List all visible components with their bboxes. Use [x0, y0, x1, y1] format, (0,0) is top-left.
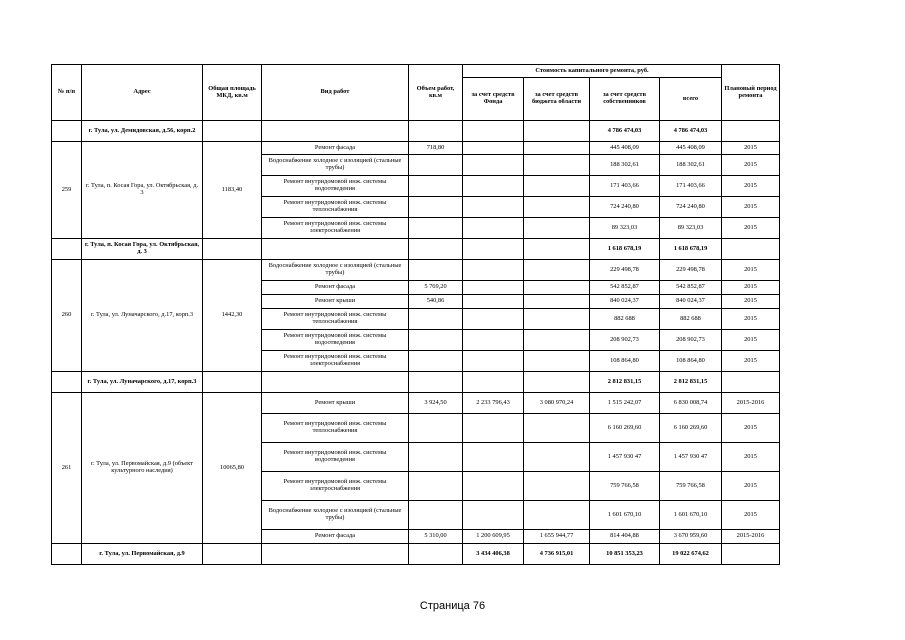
own-cell: 108 864,80 — [590, 351, 660, 372]
header-total: всего — [660, 78, 722, 121]
subtotal-own: 1 618 678,19 — [590, 239, 660, 260]
own-cell: 445 408,09 — [590, 142, 660, 155]
subtotal-address: г. Тула, п. Косая Гора, ул. Октябрьская, д. 3 — [82, 239, 203, 260]
own-cell: 229 498,78 — [590, 260, 660, 281]
budget-cell — [524, 330, 590, 351]
work-type-cell: Ремонт внутридомовой инж. системы водоотведения — [262, 443, 409, 472]
budget-cell — [524, 295, 590, 309]
fund-cell: 2 233 796,43 — [463, 393, 524, 414]
budget-cell — [524, 142, 590, 155]
volume-cell — [409, 260, 463, 281]
subtotal-fund — [463, 121, 524, 142]
fund-cell — [463, 295, 524, 309]
work-type-cell: Ремонт внутридомовой инж. системы теплоснабжения — [262, 197, 409, 218]
cell-empty — [409, 239, 463, 260]
volume-cell — [409, 351, 463, 372]
total-cell: 1 457 930 47 — [660, 443, 722, 472]
period-cell: 2015 — [722, 501, 780, 530]
subtotal-budget: 4 736 915,01 — [524, 544, 590, 565]
volume-cell — [409, 501, 463, 530]
budget-cell — [524, 443, 590, 472]
period-cell: 2015 — [722, 281, 780, 295]
total-cell: 171 403,66 — [660, 176, 722, 197]
table-row — [52, 260, 780, 281]
header-fund: за счет средств Фонда — [463, 78, 524, 121]
period-cell: 2015 — [722, 260, 780, 281]
work-type-cell: Ремонт внутридомовой инж. системы теплоснабжения — [262, 309, 409, 330]
subtotal-fund — [463, 372, 524, 393]
budget-cell — [524, 351, 590, 372]
fund-cell — [463, 260, 524, 281]
subtotal-fund: 3 434 406,38 — [463, 544, 524, 565]
fund-cell — [463, 155, 524, 176]
own-cell: 759 766,58 — [590, 472, 660, 501]
work-type-cell: Ремонт крыши — [262, 295, 409, 309]
work-type-cell: Ремонт фасада — [262, 281, 409, 295]
fund-cell — [463, 176, 524, 197]
address-cell: г. Тула, п. Косая Гора, ул. Октябрьская, д. 3 — [82, 142, 203, 239]
budget-cell: 1 655 944,77 — [524, 530, 590, 544]
cell-empty — [203, 121, 262, 142]
total-cell: 6 160 269,60 — [660, 414, 722, 443]
volume-cell — [409, 176, 463, 197]
header-work-type: Вид работ — [262, 65, 409, 121]
subtotal-budget — [524, 121, 590, 142]
cell-empty — [262, 544, 409, 565]
volume-cell: 540,86 — [409, 295, 463, 309]
work-type-cell: Ремонт крыши — [262, 393, 409, 414]
header-period: Плановый период ремонта — [722, 65, 780, 121]
subtotal-address: г. Тула, ул. Демидовская, д.56, корп.2 — [82, 121, 203, 142]
own-cell: 89 323,03 — [590, 218, 660, 239]
total-cell: 882 688 — [660, 309, 722, 330]
fund-cell — [463, 197, 524, 218]
work-type-cell: Ремонт внутридомовой инж. системы электроснабжения — [262, 472, 409, 501]
budget-cell — [524, 281, 590, 295]
table-row — [52, 142, 780, 155]
cell-empty — [52, 544, 82, 565]
period-cell: 2015 — [722, 443, 780, 472]
subtotal-own: 4 786 474,03 — [590, 121, 660, 142]
volume-cell: 3 924,50 — [409, 393, 463, 414]
total-cell: 445 408,09 — [660, 142, 722, 155]
cell-empty — [203, 544, 262, 565]
subtotal-total: 1 618 678,19 — [660, 239, 722, 260]
volume-cell — [409, 330, 463, 351]
cell-empty — [262, 239, 409, 260]
own-cell: 814 404,88 — [590, 530, 660, 544]
period-cell: 2015 — [722, 472, 780, 501]
fund-cell — [463, 443, 524, 472]
subtotal-row — [52, 544, 780, 565]
cell-empty — [52, 121, 82, 142]
fund-cell — [463, 414, 524, 443]
total-cell: 1 601 670,10 — [660, 501, 722, 530]
fund-cell — [463, 501, 524, 530]
total-cell: 188 302,61 — [660, 155, 722, 176]
period-cell: 2015-2016 — [722, 393, 780, 414]
cell-empty — [262, 372, 409, 393]
subtotal-budget — [524, 372, 590, 393]
total-cell: 6 830 008,74 — [660, 393, 722, 414]
budget-cell — [524, 501, 590, 530]
header-area: Общая площадь МКД, кв.м — [203, 65, 262, 121]
work-type-cell: Ремонт фасада — [262, 530, 409, 544]
own-cell: 840 024,37 — [590, 295, 660, 309]
total-cell: 840 024,37 — [660, 295, 722, 309]
area-cell: 1442,30 — [203, 260, 262, 372]
budget-cell — [524, 197, 590, 218]
work-type-cell: Водоснабжение холодное с изоляцией (стальные трубы) — [262, 155, 409, 176]
address-cell: г. Тула, ул. Первомайская, д.9 (объект культурного наследия) — [82, 393, 203, 544]
subtotal-row — [52, 372, 780, 393]
cell-empty — [203, 239, 262, 260]
cell-empty — [262, 121, 409, 142]
cell-empty — [409, 544, 463, 565]
row-number: 259 — [52, 142, 82, 239]
volume-cell — [409, 414, 463, 443]
fund-cell — [463, 142, 524, 155]
subtotal-address: г. Тула, ул. Первомайская, д.9 — [82, 544, 203, 565]
page-number: Страница 76 — [419, 600, 486, 612]
period-cell: 2015 — [722, 197, 780, 218]
header-cost-group: Стоимость капитального ремонта, руб. — [463, 65, 722, 78]
header-num: № п/п — [52, 65, 82, 121]
budget-cell: 3 080 970,24 — [524, 393, 590, 414]
fund-cell: 1 200 609,95 — [463, 530, 524, 544]
cell-empty — [409, 121, 463, 142]
work-type-cell: Ремонт фасада — [262, 142, 409, 155]
cell-empty — [52, 372, 82, 393]
area-cell: 1183,40 — [203, 142, 262, 239]
own-cell: 724 240,80 — [590, 197, 660, 218]
period-cell: 2015 — [722, 295, 780, 309]
cell-empty — [203, 372, 262, 393]
subtotal-total: 4 786 474,03 — [660, 121, 722, 142]
area-cell: 10065,80 — [203, 393, 262, 544]
cell-empty — [722, 121, 780, 142]
cell-empty — [722, 239, 780, 260]
fund-cell — [463, 472, 524, 501]
fund-cell — [463, 330, 524, 351]
address-cell: г. Тула, ул. Луначарского, д.17, корп.3 — [82, 260, 203, 372]
cell-empty — [409, 372, 463, 393]
volume-cell: 5 769,20 — [409, 281, 463, 295]
work-type-cell: Водоснабжение холодное с изоляцией (стальные трубы) — [262, 260, 409, 281]
period-cell: 2015 — [722, 176, 780, 197]
budget-cell — [524, 218, 590, 239]
own-cell: 882 688 — [590, 309, 660, 330]
header-volume: Объем работ, кв.м — [409, 65, 463, 121]
period-cell: 2015 — [722, 414, 780, 443]
own-cell: 6 160 269,60 — [590, 414, 660, 443]
fund-cell — [463, 281, 524, 295]
budget-cell — [524, 309, 590, 330]
volume-cell: 5 310,00 — [409, 530, 463, 544]
subtotal-own: 2 812 831,15 — [590, 372, 660, 393]
budget-cell — [524, 472, 590, 501]
subtotal-total: 19 022 674,62 — [660, 544, 722, 565]
period-cell: 2015 — [722, 142, 780, 155]
table-body — [52, 121, 780, 565]
work-type-cell: Ремонт внутридомовой инж. системы электроснабжения — [262, 351, 409, 372]
total-cell: 208 902,73 — [660, 330, 722, 351]
subtotal-address: г. Тула, ул. Луначарского, д.17, корп.3 — [82, 372, 203, 393]
volume-cell — [409, 218, 463, 239]
volume-cell — [409, 155, 463, 176]
subtotal-total: 2 812 831,15 — [660, 372, 722, 393]
period-cell: 2015 — [722, 218, 780, 239]
fund-cell — [463, 218, 524, 239]
total-cell: 542 852,87 — [660, 281, 722, 295]
repair-schedule-table — [51, 64, 780, 565]
row-number: 260 — [52, 260, 82, 372]
period-cell: 2015 — [722, 351, 780, 372]
budget-cell — [524, 155, 590, 176]
budget-cell — [524, 260, 590, 281]
cell-empty — [52, 239, 82, 260]
work-type-cell: Ремонт внутридомовой инж. системы электроснабжения — [262, 218, 409, 239]
subtotal-row — [52, 121, 780, 142]
work-type-cell: Ремонт внутридомовой инж. системы теплоснабжения — [262, 414, 409, 443]
subtotal-row — [52, 239, 780, 260]
total-cell: 108 864,80 — [660, 351, 722, 372]
volume-cell — [409, 472, 463, 501]
own-cell: 1 601 670,10 — [590, 501, 660, 530]
own-cell: 1 457 930 47 — [590, 443, 660, 472]
volume-cell — [409, 309, 463, 330]
own-cell: 188 302,61 — [590, 155, 660, 176]
total-cell: 759 766,58 — [660, 472, 722, 501]
own-cell: 208 902,73 — [590, 330, 660, 351]
work-type-cell: Ремонт внутридомовой инж. системы водоотведения — [262, 176, 409, 197]
cell-empty — [722, 372, 780, 393]
header-address: Адрес — [82, 65, 203, 121]
header-own: за счет средств собственников — [590, 78, 660, 121]
total-cell: 229 498,78 — [660, 260, 722, 281]
header-budget: за счет средств бюджета области — [524, 78, 590, 121]
total-cell: 3 670 959,60 — [660, 530, 722, 544]
subtotal-own: 10 851 353,23 — [590, 544, 660, 565]
own-cell: 1 515 242,07 — [590, 393, 660, 414]
own-cell: 542 852,87 — [590, 281, 660, 295]
subtotal-budget — [524, 239, 590, 260]
work-type-cell: Водоснабжение холодное с изоляцией (стальные трубы) — [262, 501, 409, 530]
own-cell: 171 403,66 — [590, 176, 660, 197]
period-cell: 2015-2016 — [722, 530, 780, 544]
fund-cell — [463, 351, 524, 372]
subtotal-fund — [463, 239, 524, 260]
volume-cell — [409, 197, 463, 218]
period-cell: 2015 — [722, 330, 780, 351]
row-number: 261 — [52, 393, 82, 544]
period-cell: 2015 — [722, 309, 780, 330]
period-cell: 2015 — [722, 155, 780, 176]
total-cell: 89 323,03 — [660, 218, 722, 239]
budget-cell — [524, 414, 590, 443]
table-row — [52, 393, 780, 414]
total-cell: 724 240,80 — [660, 197, 722, 218]
budget-cell — [524, 176, 590, 197]
volume-cell — [409, 443, 463, 472]
cell-empty — [722, 544, 780, 565]
volume-cell: 718,80 — [409, 142, 463, 155]
work-type-cell: Ремонт внутридомовой инж. системы водоотведения — [262, 330, 409, 351]
fund-cell — [463, 309, 524, 330]
